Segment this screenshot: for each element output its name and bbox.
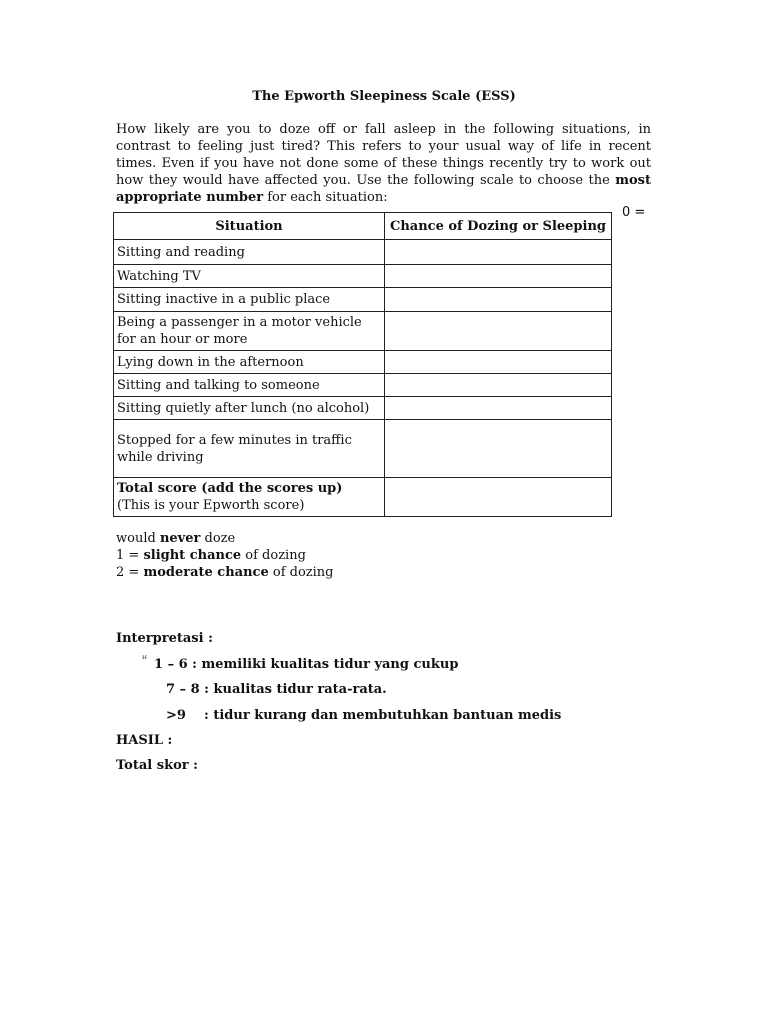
column-header-situation: Situation [114,213,385,240]
interpretation-item: 7 – 8 : kualitas tidur rata-rata. [166,682,387,697]
table-row [114,420,612,478]
interpretation-heading: Interpretasi : [116,631,213,646]
score-cell[interactable] [385,312,612,351]
table-row [114,240,612,265]
table-row [114,312,612,351]
total-score-sublabel: (This is your Epworth score) [117,498,305,513]
total-score-label: Total score (add the scores up) [117,481,343,496]
situation-cell: Sitting and talking to someone [114,374,385,397]
scale-one-emphasis: slight chance [143,548,242,563]
situation-cell: Sitting inactive in a public place [114,288,385,312]
total-score-label-cell [114,478,385,517]
scale-zero-label: 0 = [622,205,646,220]
document-title: The Epworth Sleepiness Scale (ESS) [252,89,516,104]
scale-legend [116,530,334,581]
table-row [114,351,612,374]
score-cell[interactable] [385,240,612,265]
scale-two [116,564,334,581]
interpretation-item: 1 – 6 : memiliki kualitas tidur yang cukup [154,657,459,672]
scale-one [116,547,334,564]
scale-two-emphasis: moderate chance [143,565,269,580]
intro-paragraph [116,121,651,206]
scale-one-post: of dozing [241,548,306,563]
intro-text-after: for each situation: [263,190,388,205]
total-skor-label: Total skor : [116,758,198,773]
scale-zero-post: doze [200,531,236,546]
situation-cell: Lying down in the afternoon [114,351,385,374]
scale-zero-pre: would [116,531,160,546]
table-row [114,374,612,397]
table-row [114,397,612,420]
hasil-label: HASIL : [116,733,173,748]
scale-one-pre: 1 = [116,548,144,563]
bullet-icon: ᴴ [142,655,147,665]
score-cell[interactable] [385,420,612,478]
situation-cell: Sitting and reading [114,240,385,265]
table-row [114,265,612,288]
scale-two-post: of dozing [268,565,334,580]
scale-two-pre: 2 = [116,565,144,580]
table-header-row [114,213,612,240]
intro-text-before: How likely are you to doze off or fall asleep in the following situations, in contrast to feeling just tired? This refers to your usual way of life in recent times. Even if you have not done some of these things recently try to work out how they would have affected you. Use the following scale to choose the [116,122,651,188]
situation-cell: Sitting quietly after lunch (no alcohol) [114,397,385,420]
total-score-cell[interactable] [385,478,612,517]
intro-emphasis: most appropriate number [116,173,651,205]
score-cell[interactable] [385,351,612,374]
table-row [114,288,612,312]
situation-cell: Watching TV [114,265,385,288]
scale-zero-emphasis: never [159,531,201,546]
situation-cell: Stopped for a few minutes in traffic while driving [114,420,385,478]
table-total-row [114,478,612,517]
column-header-chance: Chance of Dozing or Sleeping [385,213,612,240]
interpretation-item: >9 : tidur kurang dan membutuhkan bantuan medis [166,708,562,723]
scale-zero [116,530,334,547]
situation-cell: Being a passenger in a motor vehicle for an hour or more [114,312,385,351]
score-cell[interactable] [385,374,612,397]
score-cell[interactable] [385,265,612,288]
score-cell[interactable] [385,288,612,312]
ess-table [113,212,612,517]
score-cell[interactable] [385,397,612,420]
